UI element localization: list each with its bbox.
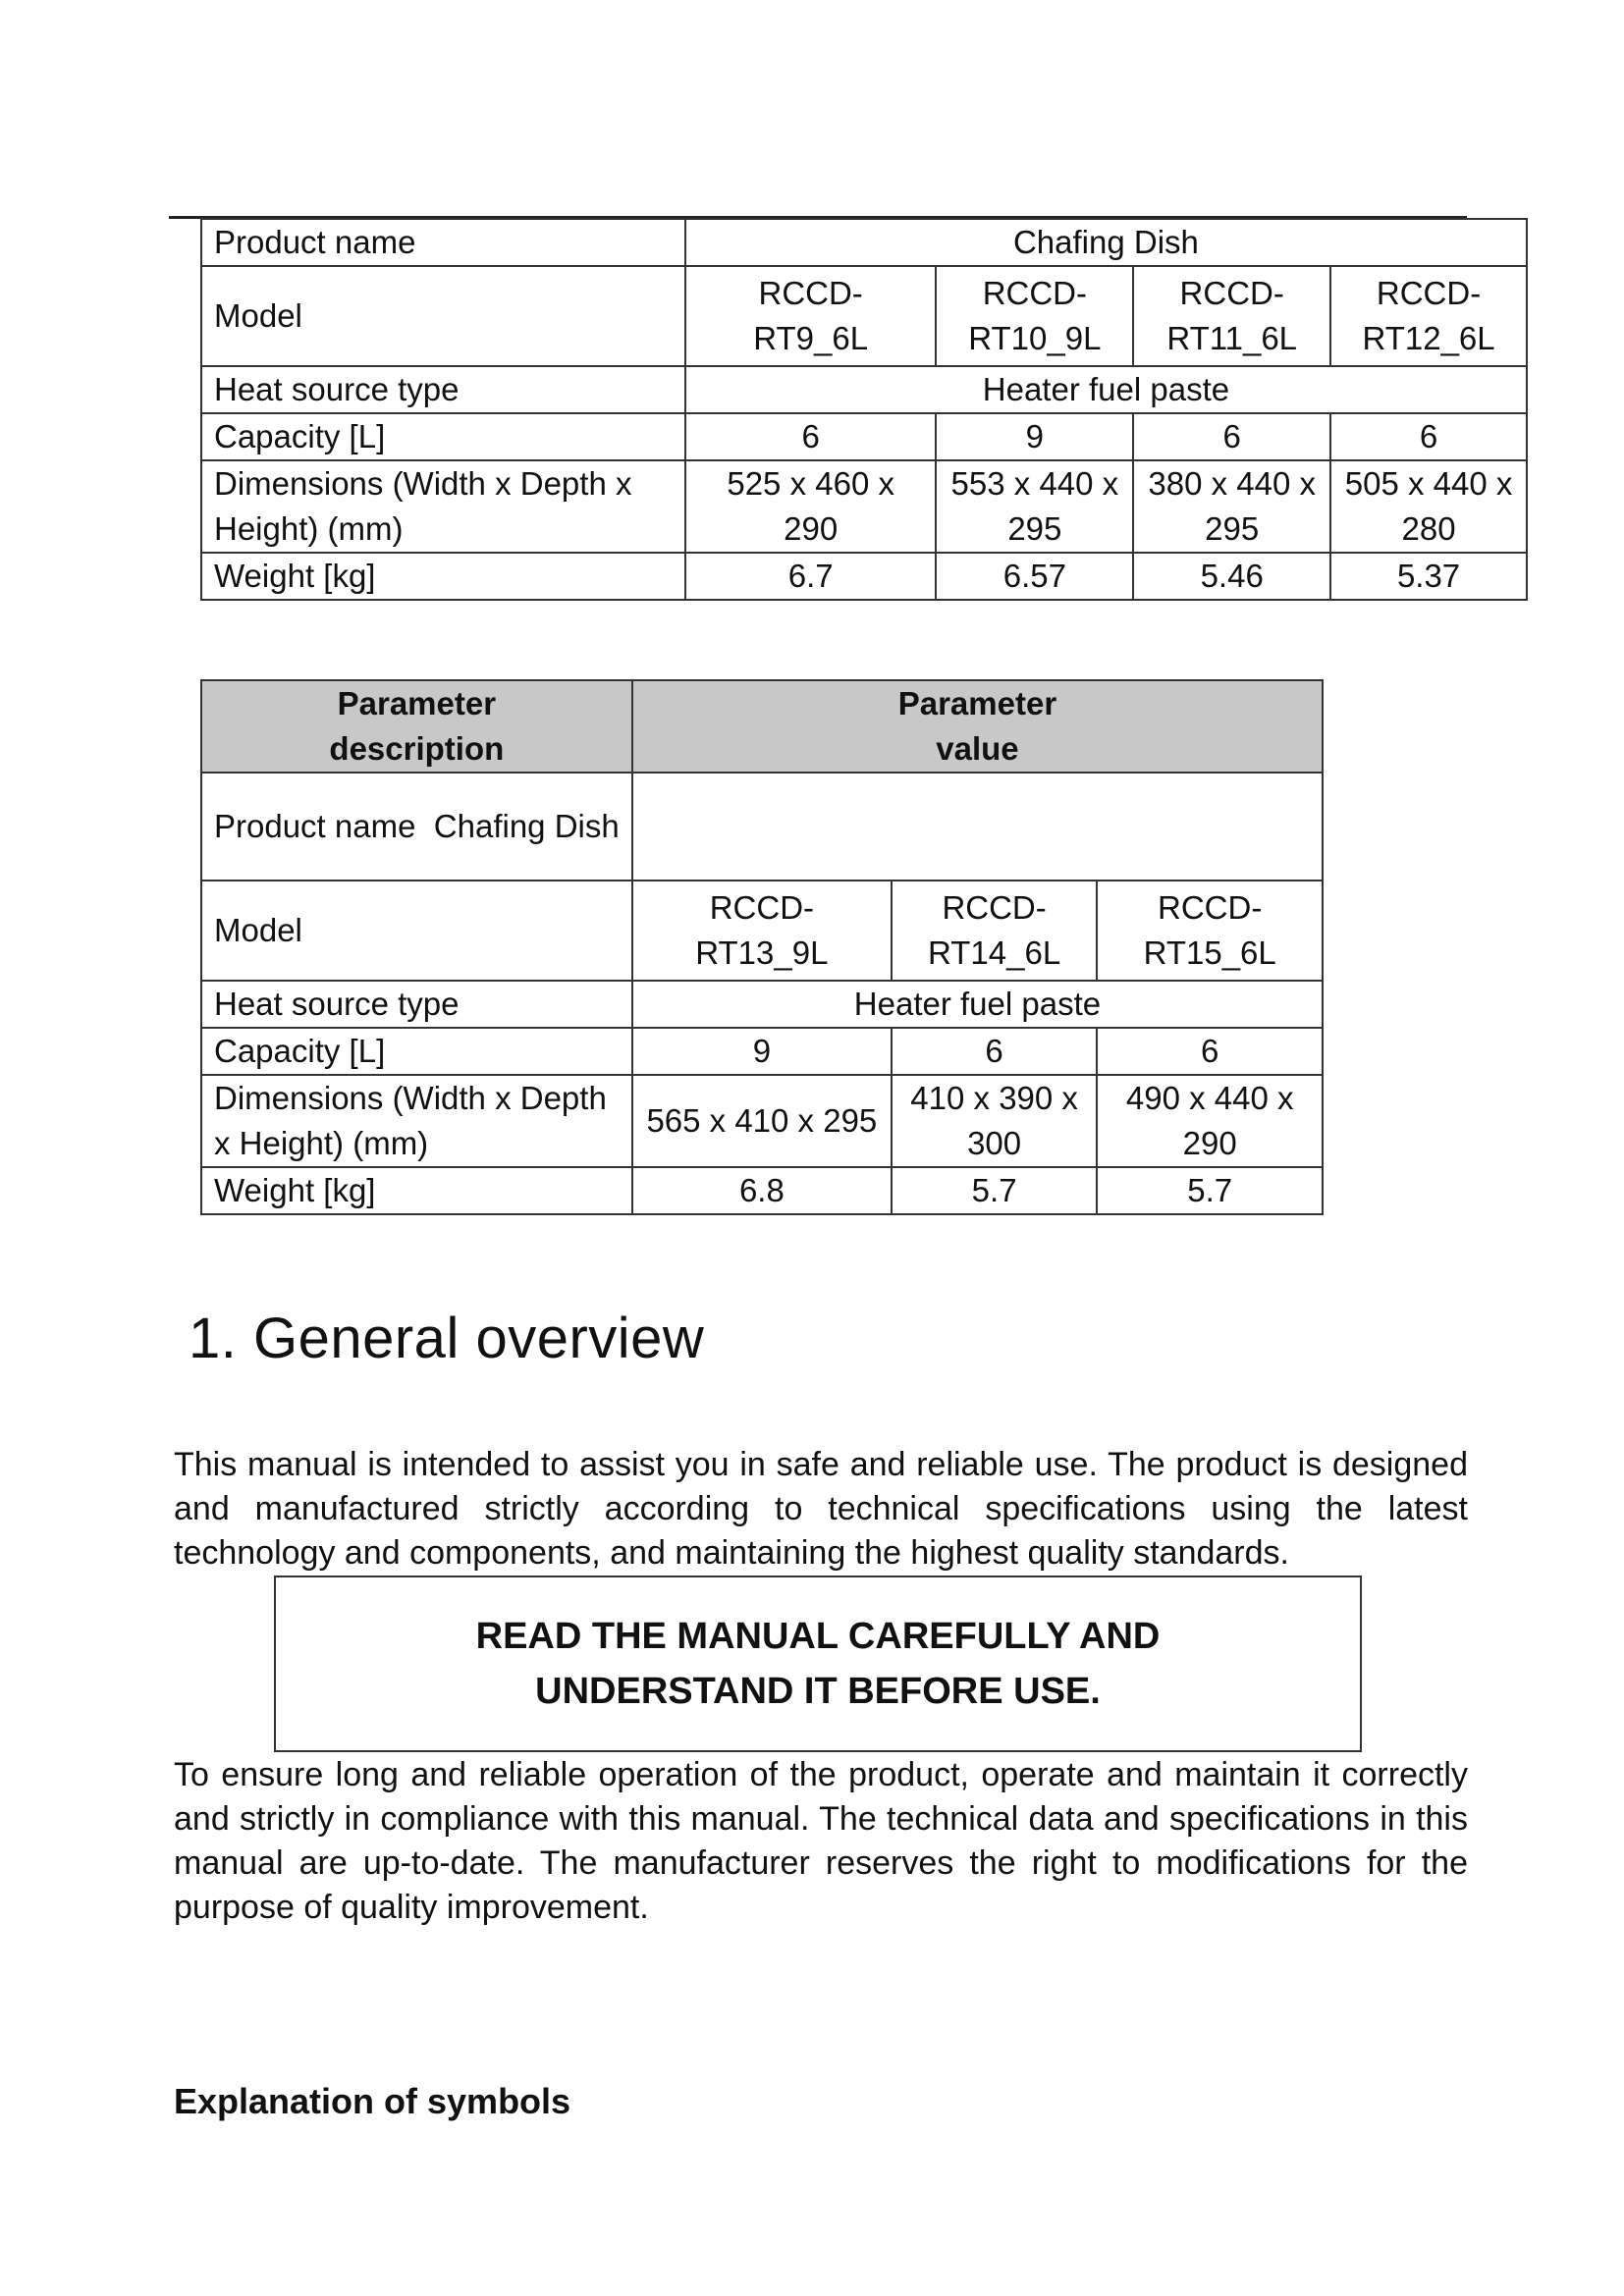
dimensions-cell: 410 x 390 x 300 [892, 1075, 1097, 1167]
dimensions-cell: 505 x 440 x 280 [1330, 460, 1527, 553]
weight-cell: 6.57 [936, 553, 1133, 600]
product-name-row: Product name Chafing Dish [201, 773, 632, 881]
capacity-cell: 6 [892, 1028, 1097, 1075]
table-row [201, 773, 1323, 881]
warning-notice-text: READ THE MANUAL CAREFULLY AND UNDERSTAND IT BEFORE USE. [475, 1616, 1161, 1712]
table-row [201, 553, 1527, 600]
table-row [201, 366, 1527, 413]
table-row [201, 219, 1527, 266]
model-cell: RCCD- RT15_6L [1097, 881, 1323, 981]
weight-label: Weight [kg] [201, 1167, 632, 1214]
model-cell: RCCD- RT10_9L [936, 266, 1133, 366]
weight-cell: 5.7 [1097, 1167, 1323, 1214]
capacity-cell: 6 [1330, 413, 1527, 460]
dimensions-cell: 490 x 440 x 290 [1097, 1075, 1323, 1167]
table-row [201, 881, 1323, 981]
table-row [201, 266, 1527, 366]
table-row [201, 1075, 1323, 1167]
operation-paragraph: To ensure long and reliable operation of the product, operate and maintain it correctly and strictly in compliance with this manual. The technical data and specifications in this manual are up-to-date. The manufacturer reserves the right to modifications for the purpose of quality improvement. [174, 1756, 1468, 1926]
heat-source-value: Heater fuel paste [685, 366, 1527, 413]
heat-source-label: Heat source type [201, 981, 632, 1028]
model-cell: RCCD- RT11_6L [1133, 266, 1330, 366]
table-row [201, 1028, 1323, 1075]
heat-source-value: Heater fuel paste [632, 981, 1323, 1028]
spec-table-1 [200, 218, 1528, 601]
model-cell: RCCD- RT14_6L [892, 881, 1097, 981]
capacity-label: Capacity [L] [201, 413, 685, 460]
capacity-cell: 9 [632, 1028, 892, 1075]
symbols-subheading: Explanation of symbols [174, 2081, 571, 2121]
table-row [201, 1167, 1323, 1214]
model-cell: RCCD- RT13_9L [632, 881, 892, 981]
model-label: Model [201, 266, 685, 366]
model-cell: RCCD- RT9_6L [685, 266, 937, 366]
model-label: Model [201, 881, 632, 981]
warning-notice-box [274, 1575, 1362, 1752]
header-parameter-description: Parameter description [201, 680, 632, 773]
dimensions-cell: 525 x 460 x 290 [685, 460, 937, 553]
capacity-label: Capacity [L] [201, 1028, 632, 1075]
dimensions-label: Dimensions (Width x Depth x Height) (mm) [201, 460, 685, 553]
table-row [201, 413, 1527, 460]
product-name-label: Product name [201, 219, 685, 266]
empty-cell [632, 773, 1323, 881]
dimensions-cell: 565 x 410 x 295 [632, 1075, 892, 1167]
capacity-cell: 9 [936, 413, 1133, 460]
intro-paragraph: This manual is intended to assist you in safe and reliable use. The product is designed and manufactured strictly according to technical specifications using the latest technology and components, and maintaining the highest quality standards. [174, 1446, 1468, 1572]
table-row [201, 460, 1527, 553]
weight-cell: 6.7 [685, 553, 937, 600]
weight-cell: 5.46 [1133, 553, 1330, 600]
weight-label: Weight [kg] [201, 553, 685, 600]
table-row [201, 981, 1323, 1028]
capacity-cell: 6 [1097, 1028, 1323, 1075]
spec-table-2 [200, 679, 1324, 1215]
dimensions-label: Dimensions (Width x Depth x Height) (mm) [201, 1075, 632, 1167]
weight-cell: 6.8 [632, 1167, 892, 1214]
product-name-value: Chafing Dish [685, 219, 1527, 266]
weight-cell: 5.37 [1330, 553, 1527, 600]
capacity-cell: 6 [685, 413, 937, 460]
model-cell: RCCD- RT12_6L [1330, 266, 1527, 366]
section-heading: 1. General overview [189, 1307, 705, 1370]
capacity-cell: 6 [1133, 413, 1330, 460]
weight-cell: 5.7 [892, 1167, 1097, 1214]
heat-source-label: Heat source type [201, 366, 685, 413]
header-parameter-value: Parameter value [632, 680, 1323, 773]
table-header-row [201, 680, 1323, 773]
dimensions-cell: 380 x 440 x 295 [1133, 460, 1330, 553]
dimensions-cell: 553 x 440 x 295 [936, 460, 1133, 553]
